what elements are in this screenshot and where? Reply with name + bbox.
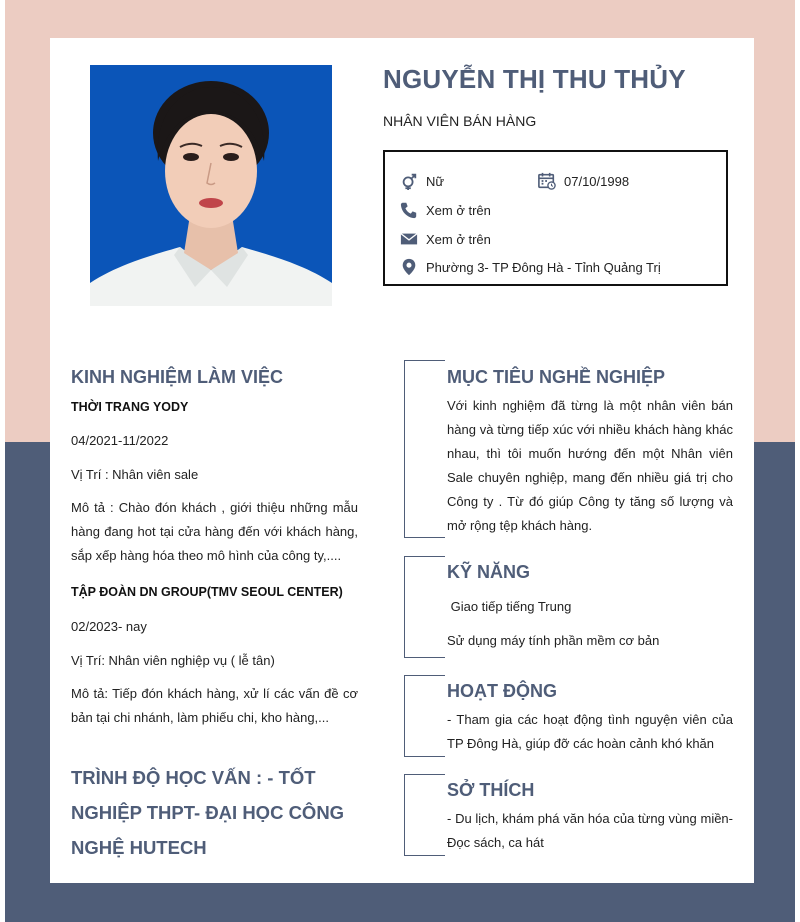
email-value: Xem ở trên xyxy=(426,231,491,247)
address-value: Phường 3- TP Đông Hà - Tỉnh Quảng Trị xyxy=(426,259,661,275)
location-icon xyxy=(400,258,418,276)
objective-heading: MỤC TIÊU NGHỀ NGHIỆP xyxy=(447,367,666,387)
email-icon xyxy=(400,230,418,248)
contact-info-box xyxy=(383,150,728,286)
phone-icon xyxy=(400,201,418,219)
education-heading: TRÌNH ĐỘ HỌC VẤN : - TỐT NGHIỆP THPT- ĐẠI HỌC CÔNG NGHỆ HUTECH xyxy=(71,767,345,858)
activities-bracket xyxy=(404,675,445,757)
objective-bracket xyxy=(404,360,445,538)
job-1-position: Vị Trí : Nhân viên sale xyxy=(71,467,199,482)
job-1-period: 04/2021-11/2022 xyxy=(71,433,169,448)
objective-text: Với kinh nghiệm đã từng là một nhân viên bán hàng và từng tiếp xúc với nhiều khách hàng khác nhau, thì tôi muốn hướng đến một Nhân viên Sale chuyên nghiệp, mang đến nhiều giá trị cho Công ty . Từ đó giúp Công ty tăng số lượng và mở rộng tệp khách hàng. xyxy=(447,398,733,533)
skill-item: Giao tiếp tiếng Trung xyxy=(447,599,572,614)
calendar-icon xyxy=(538,172,556,190)
job-title: NHÂN VIÊN BÁN HÀNG xyxy=(383,113,537,129)
activities-heading: HOẠT ĐỘNG xyxy=(447,681,557,701)
phone-row xyxy=(400,201,491,219)
candidate-name: NGUYỄN THỊ THU THỦY xyxy=(383,64,686,94)
hobbies-heading: SỞ THÍCH xyxy=(447,780,535,800)
activities-text: - Tham gia các hoạt động tình nguyện viên của TP Đông Hà, giúp đỡ các hoàn cảnh khó khăn xyxy=(447,712,733,751)
hobbies-bracket xyxy=(404,774,445,856)
job-1-company: THỜI TRANG YODY xyxy=(71,400,189,414)
skills-heading: KỸ NĂNG xyxy=(447,562,531,582)
phone-value: Xem ở trên xyxy=(426,202,491,218)
experience-heading: KINH NGHIỆM LÀM VIỆC xyxy=(71,367,284,387)
job-1-description: Mô tả : Chào đón khách , giới thiệu những mẫu hàng đang hot tại cửa hàng đến với khách hàng, sắp xếp hàng hóa theo mô hình của công ty,.... xyxy=(71,500,358,563)
gender-icon xyxy=(400,172,418,190)
job-2-period: 02/2023- nay xyxy=(71,619,147,634)
birthdate-row xyxy=(538,172,629,190)
job-2-company: TẬP ĐOÀN DN GROUP(TMV SEOUL CENTER) xyxy=(71,585,343,599)
email-row xyxy=(400,230,491,248)
hobbies-text: - Du lịch, khám phá văn hóa của từng vùng miền- Đọc sách, ca hát xyxy=(447,811,733,850)
gender-row xyxy=(400,172,444,190)
skills-bracket xyxy=(404,556,445,658)
job-2-description: Mô tả: Tiếp đón khách hàng, xử lí các vấn đề cơ bản tại chi nhánh, làm phiếu chi, kho hàng,... xyxy=(71,686,358,725)
cv-card xyxy=(50,38,754,883)
gender-value: Nữ xyxy=(426,173,445,189)
job-2-position: Vị Trí: Nhân viên nghiệp vụ ( lễ tân) xyxy=(71,653,275,668)
birthdate-value: 07/10/1998 xyxy=(564,173,630,189)
profile-photo xyxy=(90,65,332,306)
address-row xyxy=(400,258,661,276)
skill-item: Sử dụng máy tính phần mềm cơ bản xyxy=(447,633,660,648)
